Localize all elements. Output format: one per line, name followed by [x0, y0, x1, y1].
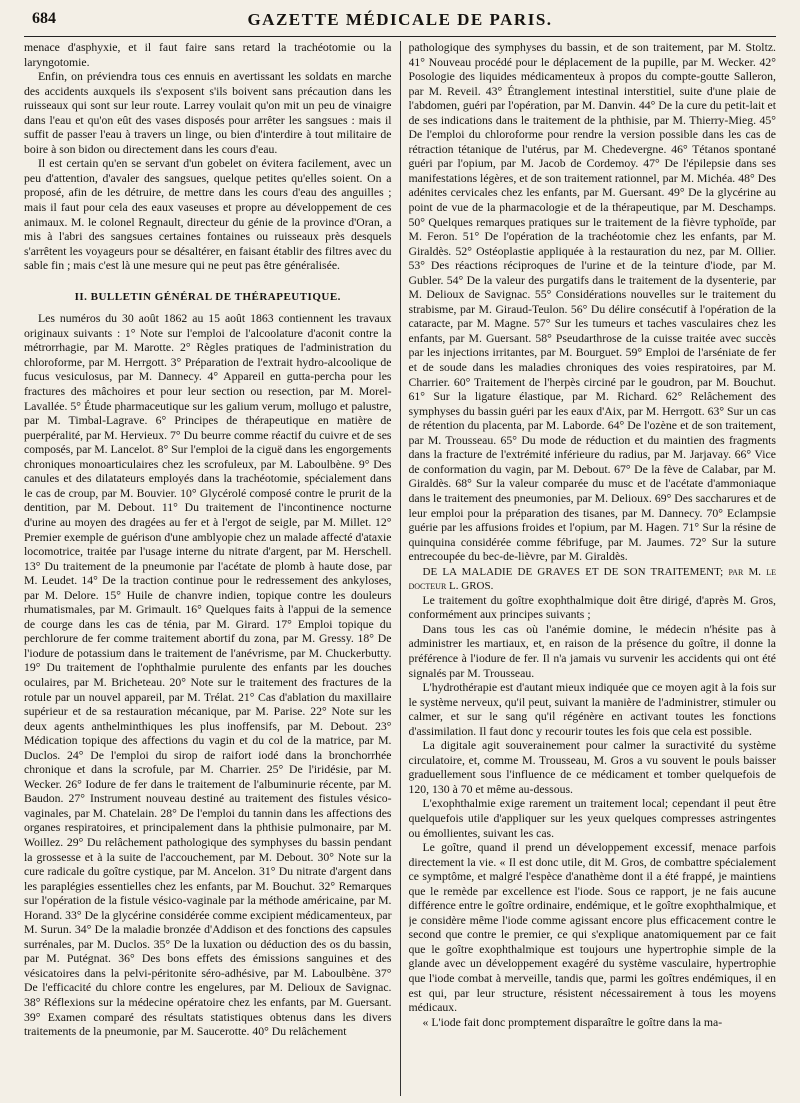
page-header	[24, 8, 776, 37]
article-heading: DE LA MALADIE DE GRAVES ET DE SON TRAITEMENT; par M. le docteur L. GROS.	[408, 565, 776, 593]
paragraph: Les numéros du 30 août 1862 au 15 août 1863 contiennent les travaux originaux suivants : 1° Note sur l'emploi de l'alcoolature d'aconit contre la métrorrhagie, par M. Marotte. 2° Règles pratiques de l'administration du chloroforme, par M. Herrgott. 3° Préparation de l'extrait hydro-alcoolique de fucus vesiculosus, par M. Dannecy. 4° Appareil en gutta-percha pour les fractures des mâchoires et pour leur section ou resection, par M. Morel-Lavallée. 5° Étude pharmaceutique sur les galium verum, mollugo et palustre, par M. Timbal-Lagrave. 6° Principes de thérapeutique en matière de puerpéralité, par M. Hervieux. 7° Du beurre comme réactif du cuivre et de ses composés, par M. Lancelot. 8° Sur l'emploi de la ciguë dans les engorgements chroniques monoarticulaires chez les scrofuleux, par M. Laboulbène. 9° Des canules et des dilatateurs employés dans la trachéotomie, spécialement dans le cas de croup, par M. Bouvier. 10° Glycérolé composé contre le prurit de la dentition, par M. Debout. 11° Du traitement de l'incontinence nocturne d'urine au moyen des dragées au fer et à l'ergot de seigle, par M. Millet. 12° Premier exemple de guérison d'une amblyopie chez un malade affecté d'ataxie locomotrice, traitée par l'usage interne du nitrate d'argent, par M. Herschell. 13° Du traitement de la pneumonie par l'acétate de plomb à haute dose, par M. Leudet. 14° De la traction continue pour le redressement des ankyloses, par M. Delore. 15° Huile de chanvre indien, topique contre les douleurs rhumatismales, par M. Grimault. 16° Quelques faits à l'appui de la semence de courge dans les cas de ténia, par M. Girard. 17° Emploi topique du perchlorure de fer comme traitement abortif du zona, par M. Gressy. 18° De l'iodure de potassium dans le traitement de l'anévrisme, par M. Chuckerbutty. 19° Du traitement de l'ophthalmie purulente des enfants par les douches oculaires, par M. Bricheteau. 20° Note sur le traitement des fractures de la rotule par un nouvel appareil, par M. Trélat. 21° Cas d'ablation du maxillaire supérieur et de sa restauration mécanique, par M. Parise. 22° Note sur les deux agents anthelminthiques les plus inoffensifs, par M. Debout. 23° Médication topique des affections du vagin et du col de la matrice, par M. Duclos. 24° De l'emploi du sirop de raifort iodé dans la bronchorrhée chronique et dans la scrofule, par M. Charrier. 25° De l'iridésie, par M. Wecker. 26° Iodure de fer dans le traitement de l'albuminurie récente, par M. Baudon. 27° Instrument nouveau destiné au traitement des fistules vésico-vaginales, par M. Chatelain. 28° De l'emploi du tannin dans les affections des organes respiratoires, et principalement dans la phthisie pulmonaire, par M. Woillez. 29° Du relâchement pathologique des symphyses du bassin pendant la grossesse et à la suite de l'accouchement, par M. Debout. 30° Note sur la cure radicale du goître cystique, par M. Ancelon. 31° Du nitrate d'argent dans les paraplégies essentielles chez les enfants, par M. Bouchut. 32° Remarques sur l'opération de la fistule vésico-vaginale par la méthode américaine, par M. Horand. 33° De la glycérine considérée comme excipient médicamenteux, par M. Surun. 34° De la maladie bronzée d'Addison et des fonctions des capsules surrénales, par M. Duclos. 35° De la luxation ou déduction des os du bassin, par M. Putégnat. 36° Des bons effets des émissions sanguines et des vésicatoires dans la pelvi-péritonite séro-adhésive, par M. Laboulbène. 37° De l'efficacité du chlore contre les engelures, par M. Delioux de Savignac. 38° Réflexions sur la médecine opératoire chez les enfants, par M. Guersant. 39° Examen comparé des résultats statistiques obtenus dans les divers traitements de la pneumonie, par M. Saucerotte. 40° Du relâchement	[24, 312, 392, 1039]
running-title: GAZETTE MÉDICALE DE PARIS.	[247, 10, 553, 29]
paragraph: Enfin, on préviendra tous ces ennuis en avertissant les soldats en marche des accidents auxquels ils s'exposent s'ils boivent sans précaution dans les ruisseaux qui sont sur leur route. Larrey voulait qu'on mit un peu de vinaigre dans l'eau et qu'on eût des vases disposés pour arrêter les sangsues : mais il suffit de passer l'eau à travers un linge, ou bien d'interdire à tout militaire de boire à son bidon ou directement dans les cours d'eau.	[24, 70, 392, 156]
page-number: 684	[32, 10, 56, 27]
paragraph: « L'iode fait donc promptement disparaître le goître dans la ma-	[422, 1015, 723, 1029]
two-column-body	[24, 41, 776, 1096]
section-heading: II. BULLETIN GÉNÉRAL DE THÉRAPEUTIQUE.	[74, 290, 341, 303]
paragraph: pathologique des symphyses du bassin, et de son traitement, par M. Stoltz. 41° Nouveau procédé pour le déplacement de la pupille, par M. Wecker. 42° Posologie des liquides médicamenteux à propos du compte-goutte Salleron, par M. Reveil. 43° Étranglement intestinal interstitiel, suite d'une plaie de l'abdomen, guéri par l'opération, par M. Danvin. 44° De la cure du petit-lait et de ses indications dans le traitement de la phthisie, par M. Thierry-Mieg. 45° De l'emploi du chloroforme pour rendre la version possible dans les cas de rétraction tétanique de l'utérus, par M. Chedevergne. 46° Tétanos spontané guéri par l'opium, par M. Jacob de Cordemoy. 47° De l'épilepsie dans ses manifestations légères, et de son traitement rationnel, par M. Michéa. 48° Des adénites cervicales chez les enfants, par M. Guersant. 49° De la glycérine au point de vue de la pharmacologie et de la thérapeutique, par M. Deschamps. 50° Quelques remarques pratiques sur le traitement de la fièvre typhoïde, par M. Feron. 51° De l'opération de la trachéotomie chez les enfants, par M. Giraldès. 52° Ostéoplastie appliquée à la restauration du nez, par M. Ollier. 53° Des réactions réciproques de l'urine et de la teinture d'iode, par M. Gubler. 54° De la valeur des purgatifs dans le traitement de la dysenterie, par M. Delioux de Savignac. 55° Considérations nouvelles sur le traitement du strabisme, par M. Giraud-Teulon. 56° Du délire consécutif à l'opération de la cataracte, par M. Magne. 57° Sur les tumeurs et taches vasculaires chez les enfants, par M. Guersant. 58° Pseudarthrose de la cuisse traitée avec succès par les injections irritantes, par M. Bourguet. 59° Emploi de l'arséniate de fer et de soude dans les maladies chroniques des voies respiratoires, par M. Charrier. 60° Traitement de l'herpès circiné par le goudron, par M. Bouchut. 61° Sur la ligature élastique, par M. Richard. 62° Relâchement des symphyses du bassin guéri par les eaux d'Aix, par M. Herrgott. 63° Sur un cas de rétention du placenta, par M. Laborde. 64° De l'ozène et de son traitement, par M. Trousseau. 65° Du mode de réduction et du maintien des fragments dans la fracture de l'extrémité inférieure du radius, par M. Jarjavay. 66° Vice de conformation du vagin, par M. Debout. 67° De la fève de Calabar, par M. Giraldès. 68° Sur la valeur comparée du musc et de l'acétate d'ammoniaque dans le traitement des pneumonies, par M. Delioux. 69° Des saccharures et de leur emploi pour la préparation des tisanes, par M. Dannecy. 70° Eclampsie guérie par les affusions froides et l'opium, par M. Hagen. 71° Sur la résine de quinquina considérée comme fébrifuge, par M. Jaumes. 72° Sur la suture entrecoupée du bec-de-lièvre, par M. Giraldès.	[408, 41, 776, 564]
paragraph: Il est certain qu'en se servant d'un gobelet on évitera facilement, avec un peu d'attention, d'avaler des sangsues, quelque petites qu'elles soient. On a proposé, afin de les détruire, de mettre dans les cours d'eau des anguilles ; mais il faut pour cela des eaux vaseuses et propre au développement de ces animaux. M. le colonel Regnault, directeur du génie de la province d'Oran, a mis à l'abri des sangsues certaines fontaines ou ruisseaux près desquels s'arrêtent les voyageurs pour se désaltérer, en faisant établir des filtres avec du sable fin ; mais c'est là une mesure qui ne peut pas être généralisée.	[24, 157, 392, 273]
paragraph: Le traitement du goître exophthalmique doit être dirigé, d'après M. Gros, conformément aux principes suivants ;	[408, 593, 776, 622]
column-rule	[400, 41, 401, 1096]
paragraph: Dans tous les cas où l'anémie domine, le médecin n'hésite pas à administrer les martiaux, et, en raison de la présence du goître, il donne la préférence à l'iodure de fer. Il n'a jamais vu survenir les accidents qui ont été signalés par M. Trousseau.	[408, 622, 776, 680]
left-column	[24, 41, 392, 1096]
right-column	[409, 41, 777, 1096]
paragraph: menace d'asphyxie, et il faut faire sans retard la trachéotomie ou la laryngotomie.	[24, 41, 392, 69]
paragraph: L'exophthalmie exige rarement un traitement local; cependant il peut être quelquefois utile d'appliquer sur les yeux quelques compresses astringentes ou émollientes, suivant les cas.	[408, 797, 776, 840]
paragraph: L'hydrothérapie est d'autant mieux indiquée que ce moyen agit à la fois sur le système nerveux, qu'il peut, suivant la manière de l'administrer, stimuler ou calmer, et sur le sang qu'il régénère en activant toutes les fonctions d'assimilation. Il faut donc y recourir toutes les fois que cela est possible.	[408, 681, 776, 738]
paragraph: Le goître, quand il prend un développement excessif, menace parfois directement la vie. « Il est donc utile, dit M. Gros, de combattre spécialement ce symptôme, et malgré l'espèce d'anathème dont il a été frappé, je maintiens que le remède par excellence est l'iode. Sous ce rapport, je ne fais aucune différence entre le goître ordinaire, endémique, et le goître exophthalmique, et je considère même l'iode comme agissant encore plus efficacement contre le second que contre le premier, ce qui s'explique anatomiquement par ce fait que le goître exophthalmique est toujours une hypertrophie simple de la glande avec un développement exagéré du système vasculaire, hypertrophie que l'iode combat à merveille, tandis que, parmi les goîtres endémiques, il en est qui, par leur structure, résistent nécessairement à tous les moyens médicaux.	[408, 841, 776, 1015]
paragraph: La digitale agit souverainement pour calmer la suractivité du système circulatoire, et, comme M. Trousseau, M. Gros a vu souvent le pouls baisser graduellement sous l'influence de ce médicament et tomber quelquefois de 120, 130 à 70 et même au-dessous.	[408, 739, 776, 796]
